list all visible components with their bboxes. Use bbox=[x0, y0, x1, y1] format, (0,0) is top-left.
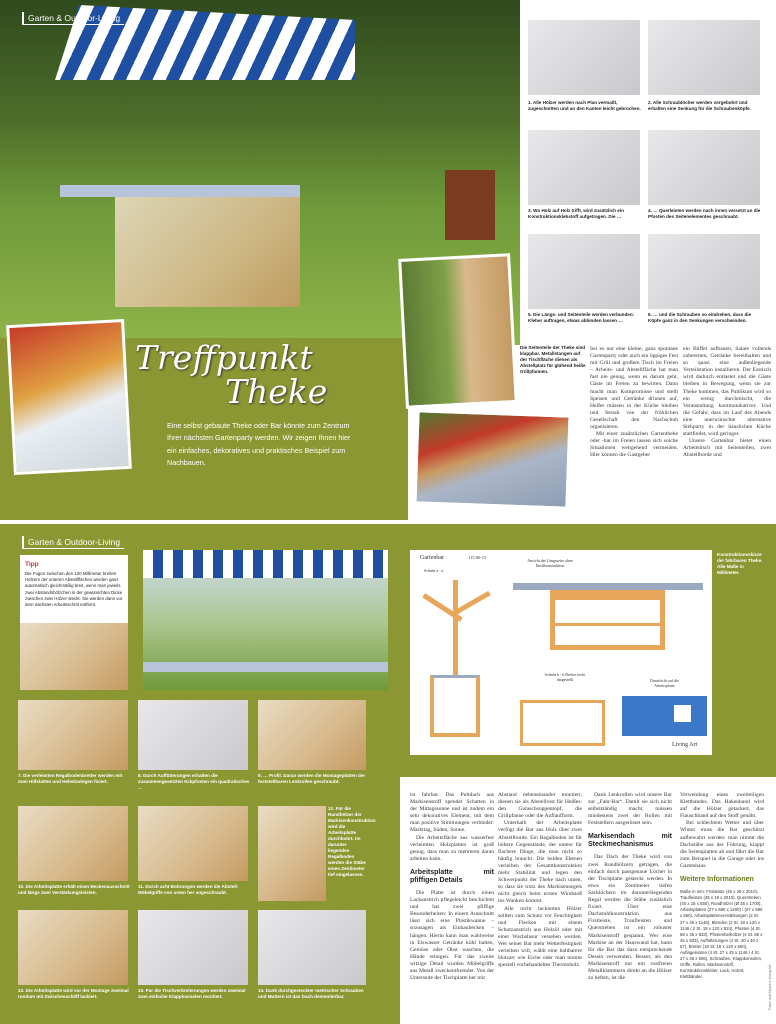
heading-info: Weitere Informationen bbox=[680, 876, 754, 884]
body-paragraph: Unterhalb der Arbeitsplatte verfügt die Bar aus Holz über zwei Abstellborde. Ein Regalboden ist für höhere Gegenstände, der untere für flachere Dinge, die man nicht so häufig braucht. Die beiden Ebenen verleihen der Gesamtkonstruktion mehr Stabilität und legen den Schwerpunkt der Theke nach unten, so dass sie trotz des Markisensegels nicht gleich beim ersten Windstoß ins Wanken kommt. bbox=[498, 820, 582, 905]
body-paragraph: Alle nicht lackierten Hölzer sollten zum Schutz vor Feuchtigkeit und Flecken mit einem Schutzanstrich aus Holzöl oder mit einer Wachslasur versehen werden. Wer seiner Bar mehr Wetterfestigkeit verleihen will, wählt eine haltbarere Holzart wie Eiche oder man nimmt speziell vorbehandeltes Thermoholz. bbox=[498, 905, 582, 969]
page1-body-col2 bbox=[683, 346, 771, 460]
bar-outdoor-photo bbox=[143, 550, 388, 690]
step13b-photo bbox=[138, 910, 248, 985]
awning bbox=[143, 550, 388, 578]
top-view-label: Draufsicht auf die Arbeitsplatte bbox=[650, 678, 679, 688]
step2-photo bbox=[648, 20, 760, 95]
tip-photo bbox=[20, 623, 128, 690]
body-paragraph: ist fahrbar. Das Pultdach aus Markisenstoff spendet Schatten in der Mittagssonne und ist zudem ein sehr dekoratives Element, mit dem man positive Stimmungen verbindet: Markttag, Süden, Sonne. bbox=[410, 792, 494, 834]
title-line2: Theke bbox=[225, 372, 328, 411]
step5-photo bbox=[528, 234, 640, 309]
drawing-title: Gartenbar bbox=[420, 555, 444, 561]
step13b-caption: 13. Für die Tischverbreiterungen werden zweimal zwei einfache Klappkonsolen montiert. bbox=[138, 988, 246, 999]
step3-photo bbox=[528, 130, 640, 205]
step11-caption: 11. Durch acht Bohrungen werden die Abstell-Möbelgriffe von unten her angeschraubt. bbox=[138, 884, 239, 895]
basin-cutout bbox=[674, 705, 691, 722]
page2-col4 bbox=[680, 792, 764, 980]
long-tabletop bbox=[513, 583, 703, 590]
body-paragraph: ein Büffet aufbauen, Salate vollends zubereiten, Getränke bereithalten und so quasi eine außenliegende Verteilstation installieren. Der Esstisch wird dadurch entlastet und die Gäste bleiben in Bewegung, wenn sie zur Theke kommen, das Publikum wird so ein wenig durchmischt, die Veranstaltung kommunikativer. Und die Gefahr, dass im Lauf des Abends eine unerwünschte alternative Stehparty in der häuslichen Küche stattfindet, wird geringer. bbox=[683, 346, 771, 438]
step1-photo bbox=[528, 20, 640, 95]
side-table bbox=[430, 675, 480, 737]
step8-photo bbox=[138, 700, 248, 770]
step2-caption: 2. Alle Schraublöcher werden vorgebohrt und erhalten eine Senkung für die Schraubenköpfe. bbox=[648, 100, 751, 111]
tip-title: Tipp bbox=[25, 561, 39, 568]
step5-caption: 5. Die Längs- und Seitenteile werden verbunden: Kleber auftragen, etwas abbinden lassen … bbox=[528, 312, 635, 323]
drawing-number: 115.06-15 bbox=[468, 555, 487, 560]
step10-photo bbox=[18, 806, 128, 881]
info-list: Maße in mm: Firstleiste (45 x 28 x 2010), Traufleisten (45 x 18 x 2010), Querstreben (40 x 18 x 550), Rundhölzer (Ø 35 x 1700), Arbeitsplatten (27 x 680 x 1200) / (27 x 680 x 550), Arbeitsplattenverstärkungen (2 St. 27 x 45 x 1146), Blenden (2 St. 18 x 120 x 1146 / 2 St. 18 x 120 x 524), Pfosten (4 St. 68 x 45 x 833), Pfostenbeihölzer (4 St. 68 x 45 x 833), Auffütterungen (4 St. 40 x 40 x 57), Bretter (18 St. 18 x 120 x 560), Auflageleisten (4 St. 27 x 45 x 1146 / 4 St. 27 x 45 x 506), Schrauben, Klappkonsolen, Griffe, Rollen, Markisenstoff, Konstruktionskleber, Lack, Holzöl, Klettbänder. bbox=[680, 889, 763, 980]
step11-photo bbox=[138, 806, 248, 881]
construction-drawing bbox=[410, 550, 712, 755]
body-paragraph: Mit einer zusätzlichen Gartentheke oder -bar im Freien lassen sich solche Situationen weitgehend vermeiden. Hier können die Gastgeber bbox=[590, 431, 678, 459]
roof-arm-right bbox=[455, 591, 490, 614]
bar-counter bbox=[60, 185, 300, 197]
drawing-caption: Konstruktionsskizze der fahrbaren Theke. Alle Maße in Millimeter. bbox=[717, 552, 763, 575]
long-frame bbox=[550, 590, 665, 650]
step14-photo bbox=[258, 910, 366, 985]
theke-side-photo bbox=[398, 253, 518, 409]
step12-photo bbox=[258, 806, 326, 901]
body-paragraph: Dank Lenkrollen wird unsere Bar zur „Fahr-Bar“. Damit sie sich nicht selbstständig macht, müssen mindestens zwei der Rollen mit Feststellern ausgerüstet sein. bbox=[588, 792, 672, 827]
step4-caption: 4. … Querleisten werden nach innen versetzt an die Pfosten des Seitenelementes geschraubt. bbox=[648, 208, 761, 219]
body-paragraph: Unsere Gartenbar bietet einen Arbeitstisch mit Seitenteilen, zwei Abstellborde und bbox=[683, 438, 771, 459]
bb-frame bbox=[520, 700, 605, 746]
body-paragraph: Die Platte ist durch einen Lackanstrich pflegeleicht beschichtet und hat zwei pfiffige Besonderheiten: In einem Ausschnitt lässt sich eine Plastikwanne – sozusagen als Einhaubecken – hängen. Hierin kann man wahlweise in Eiswasser Getränke kühl halten, Gemüse oder Obst waschen, die Hände reinigen. Für das zweite witzige Detail wurden Möbelgriffe aus Metall zweckentfremdet. Von der Unterseite der Tischplatte her mit bbox=[410, 889, 494, 982]
bar-frame bbox=[115, 197, 300, 307]
page2-col3 bbox=[588, 792, 672, 982]
chair bbox=[445, 170, 495, 240]
intro-text: Eine selbst gebaute Theke oder Bar könnte zum Zentrum Ihrer nächsten Gartenparty werden. Wir zeigen Ihnen hier ein einfaches, dekoratives und praktisches Beispiel zum Nachbauen. bbox=[167, 421, 351, 467]
bread-grill-photo bbox=[413, 409, 571, 509]
step9-photo bbox=[258, 700, 366, 770]
bar-counter bbox=[143, 662, 388, 672]
step1-caption: 1. Alle Hölzer werden nach Plan vermaßt, zugeschnitten und an den Kanten leicht gebrochen. bbox=[528, 100, 641, 111]
long-view-label: Ansicht der Längsseite ohne Dachkonstruktion bbox=[527, 558, 573, 568]
step6-photo bbox=[648, 234, 760, 309]
page1-body-col1 bbox=[590, 346, 678, 460]
section-label-page2: Garten & Outdoor-Living bbox=[22, 536, 124, 549]
heading-arbeitsplatte: Arbeitsplatte mit pfiffigen Details bbox=[410, 868, 494, 884]
step3-caption: 3. Wo Holz auf Holz trifft, wird zusätzlich ein Konstruktionsklebstoff aufgetragen. Die … bbox=[528, 208, 624, 219]
step10-caption: 10. Die Arbeitsplatte erhält einen Beckenausschnitt und längs zwei Verstärkungsleisten. bbox=[18, 884, 130, 895]
tip-text: Die Fugen zwischen den 120 Millimeter breiten Hölzern der unteren Abstellflächen werden ganz automatisch gleichmäßig breit, wenn man jeweils zwei Abstandshölzchen in der gewünschten Dicke zwischen zwei Hölzer steckt. Sie werden dann vor dem nächsten Arbeitsschritt entfernt. bbox=[25, 571, 123, 608]
worktop-plan bbox=[622, 696, 707, 736]
step6-caption: 6. … und die Schrauben so eindrehen, dass die Köpfe ganz in den Senkungen verschwinden. bbox=[648, 312, 752, 323]
roof-post bbox=[453, 580, 458, 675]
body-paragraph: Sei es nur eine kleine, ganz spontane Gartenparty oder auch ein üppiges Fest mit Grill und großem Tisch im Freien – Arbeits- und Abstellfläche hat man fast nie genug, wenn es darum geht, Gäste im Freien zu bewirten. Dann macht man Kompromisse und stellt Speisen und Getränke drinnen auf, Helfer müssen in der Küche bleiben und fernab von der fröhlichen Gesellschaft den Nachschub organisieren. bbox=[590, 346, 678, 431]
drawing-brand: Living Art bbox=[672, 742, 698, 748]
tip-box bbox=[20, 555, 128, 690]
step7-photo bbox=[18, 700, 128, 770]
step14-caption: 14. Dank durchgesteckter metrischer Schrauben und Muttern ist das Dach demontierbar. bbox=[258, 988, 364, 999]
body-paragraph: Die Arbeitsfläche aus wasserfest verleimten Holzplatten ist groß genug, dass man zu mehreren daran arbeiten kann. bbox=[410, 834, 494, 862]
title-line1: Treffpunkt bbox=[135, 338, 313, 377]
step7-caption: 7. Die verleimten Regalbodenbretter werden mit zwei Hilfslatten und Hebelzwingen fixiert. bbox=[18, 773, 123, 784]
step13a-caption: 13. Die Arbeitsplatte wird vor der Montage zweimal rundum mit Zwischenschliff lackiert. bbox=[18, 988, 129, 999]
drinks-tray-photo bbox=[6, 319, 132, 475]
long-shelf bbox=[550, 623, 665, 626]
step9-caption: 9. … Profil. Daran werden die Montageplatten der feststellbaren Lenkrollen geschraubt. bbox=[258, 773, 366, 784]
step13a-photo bbox=[18, 910, 128, 985]
step8-caption: 8. Durch Auffütterungen erhalten die zusammengesetzten Eckpfosten ein quadratisches … bbox=[138, 773, 250, 790]
section-aa-label: Schnitt a - a bbox=[424, 568, 444, 573]
step4-photo bbox=[648, 130, 760, 205]
section-bb-label: Schnitt b - b Bretter nicht dargestellt bbox=[544, 672, 586, 682]
page2-col2 bbox=[498, 792, 582, 969]
theke-photo-caption: Die Seitenteile der Theke sind klappbar. Metallstangen auf der Tischfläche dienen als Abstellplatz für glühend heiße Grillpfannen. bbox=[520, 345, 586, 374]
page2-col1 bbox=[410, 792, 494, 982]
body-paragraph: Das Dach der Theke wird von zwei Rundhölzern getragen, die einfach durch passgenaue Löcher in der Tischplatte gesteckt werden. In etwa ein Zentimeter tiefen Sacklöchern im darunterliegenden Regal werden die Stäbe zusätzlich fixiert. Über eine Dachstuhlkonstruktion aus Firstleiste, Traufleisten und Querstreben ist ein robuster Markisenstoff gespannt. Wer eine Markise an der Hauswand hat, kann für die Bar das dazu entsprechende Dessin verwenden. Besser, als den Markisenstoff nur mit rostfreien Metallklammern direkt an die Hölzer zu heften, ist die bbox=[588, 854, 672, 982]
section-label: Garten & Outdoor-Living bbox=[22, 12, 124, 25]
photo-credit: Fotos und Skizzen: Living Art bbox=[768, 964, 772, 1010]
step12-caption: 12. Für die Rundhölzer der Markisenkonstruktion wird die Arbeitsplatte durchbohrt. Im darunter liegenden Regalboden werden die Stäbe einen Zentimeter tief eingelassen. bbox=[328, 806, 376, 877]
body-paragraph: Abstand nebeneinander montiert, dienen sie als Abstellrost für Heißes: den Gulaschsuppentopf, die Grillpfanne oder die Auflaufform. bbox=[498, 792, 582, 820]
body-paragraph: Verwendung eines zweiteiligen Klettbandes. Das Hakenband wird auf die Hölzer getackert, das Flauschband auf den Stoff genäht. bbox=[680, 792, 764, 820]
body-paragraph: Bei schlechtem Wetter und über Winter muss die Bar geschützt aufbewahrt werden: man nimmt die Dachstäbe aus der Führung, klappt die Seitenplatten ab und fährt die Bar zum Beispiel in die Garage oder ins Gartenhaus. bbox=[680, 820, 764, 869]
heading-markisendach: Markisendach mit Steckmechanismus bbox=[588, 833, 672, 849]
